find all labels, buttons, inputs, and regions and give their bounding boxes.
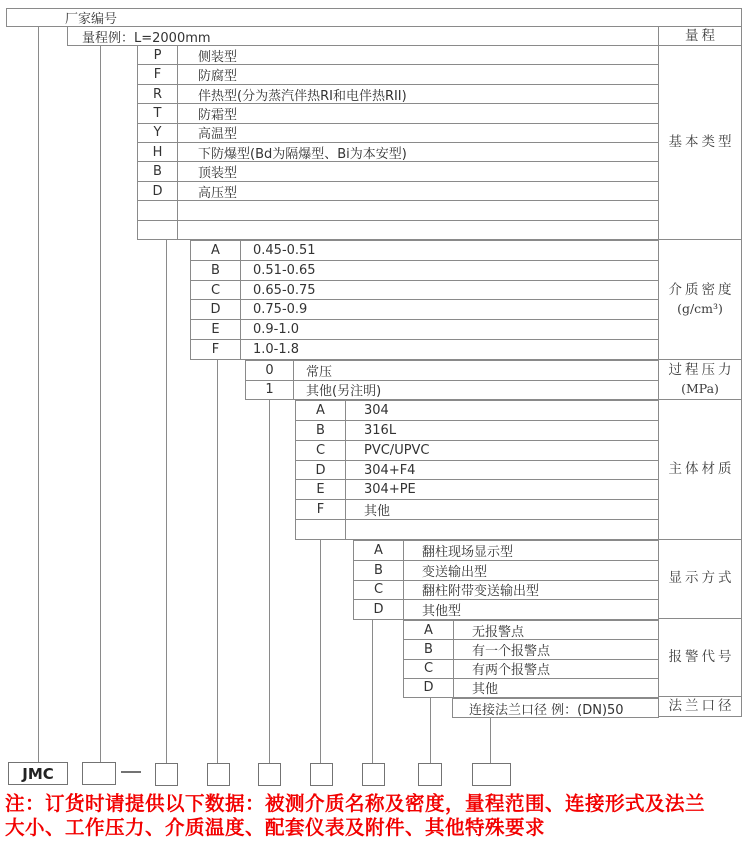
category-label-column: [658, 26, 742, 717]
table-row: [138, 200, 658, 219]
connector-process-pressure: [269, 400, 270, 763]
table-row: [138, 161, 658, 180]
code-cell: [138, 201, 178, 219]
desc-cell: 变送输出型: [422, 564, 488, 580]
block-display-mode: [353, 540, 659, 620]
table-row: [191, 319, 658, 339]
desc-cell: 翻柱附带变送输出型: [422, 584, 540, 600]
range-example-label: 量程例：L=2000mm: [82, 30, 211, 46]
code-cell: B: [296, 421, 346, 440]
table-row: [296, 479, 658, 499]
desc-cell: 侧装型: [198, 49, 238, 65]
factory-number-row: [6, 8, 742, 27]
category-label-process-pressure: [659, 360, 741, 400]
code-cell: A: [354, 541, 404, 560]
desc-cell: 304+F4: [364, 462, 416, 478]
table-row: [138, 181, 658, 200]
desc-cell: 防霜型: [198, 107, 238, 123]
desc-cell: PVC/UPVC: [364, 442, 430, 458]
table-row: [246, 380, 658, 400]
table-row: [354, 580, 658, 600]
category-label-flange-size: [659, 697, 741, 716]
category-label-text: 法兰口径: [668, 698, 735, 715]
desc-cell: 其他型: [422, 604, 462, 619]
desc-cell: 0.9-1.0: [253, 322, 300, 338]
code-cell: A: [404, 621, 454, 639]
model-code-box-range: [82, 762, 116, 785]
category-label-text: 基本类型: [668, 134, 735, 151]
category-label-unit: (g/cm³): [677, 301, 723, 317]
desc-cell: [178, 201, 658, 219]
category-label-text: 介质密度: [668, 282, 735, 299]
table-row: [296, 440, 658, 460]
block-process-pressure: [245, 360, 659, 400]
ordering-note-line1: 注：订货时请提供以下数据：被测介质名称及密度，量程范围、连接形式及法兰: [5, 792, 706, 815]
desc-cell: 下防爆型(Bd为隔爆型、Bi为本安型): [198, 146, 407, 162]
desc-cell: 304: [364, 402, 389, 418]
table-row: [246, 361, 658, 380]
table-row: [138, 103, 658, 122]
connector-flange-size: [490, 717, 491, 763]
desc-cell: 其他: [472, 682, 499, 697]
category-label-text: 报警代号: [668, 649, 735, 666]
desc-cell: 0.51-0.65: [253, 262, 316, 278]
category-label-alarm-code: [659, 619, 741, 697]
connector-range: [100, 45, 101, 762]
code-cell: 0: [246, 361, 294, 380]
desc-cell: 防腐型: [198, 69, 238, 84]
model-code-box-body-material: [310, 763, 333, 786]
desc-cell: 翻柱现场显示型: [422, 544, 514, 560]
factory-number-label: 厂家编号: [65, 12, 118, 27]
connector-factory-number: [38, 26, 39, 762]
category-label-text: 主体材质: [668, 460, 735, 477]
code-cell: F: [138, 65, 178, 83]
flange-size-row: [452, 698, 659, 718]
category-label-text: 显示方式: [668, 570, 735, 587]
desc-cell: [346, 520, 658, 539]
code-cell: D: [404, 679, 454, 697]
model-dash: [121, 771, 141, 773]
desc-cell: 316L: [364, 422, 397, 438]
table-row: [191, 280, 658, 300]
table-row: [138, 220, 658, 239]
table-row: [296, 499, 658, 519]
table-row: [404, 621, 658, 639]
connector-body-material: [320, 540, 321, 763]
block-medium-density: [190, 240, 659, 360]
model-code-box-basic-type: [155, 763, 178, 786]
code-cell: Y: [138, 124, 178, 142]
table-row: [404, 639, 658, 658]
code-cell: F: [296, 500, 346, 519]
model-code-box-alarm-code: [418, 763, 442, 786]
table-row: [354, 560, 658, 580]
range-example-row: [67, 26, 659, 46]
table-row: [354, 599, 658, 619]
code-cell: A: [296, 401, 346, 420]
desc-cell: 伴热型(分为蒸汽伴热RI和电伴热RII): [198, 88, 407, 104]
category-label-text: 量程: [685, 27, 718, 44]
connector-display-mode: [372, 620, 373, 763]
desc-cell: 常压: [306, 364, 333, 380]
model-prefix-box: [8, 762, 68, 785]
table-row: [354, 541, 658, 560]
connector-basic-type: [166, 240, 167, 763]
code-cell: C: [404, 660, 454, 678]
model-code-box-process-pressure: [258, 763, 281, 786]
desc-cell: 高温型: [198, 127, 238, 143]
table-row: [138, 142, 658, 161]
desc-cell: 1.0-1.8: [253, 342, 300, 358]
code-cell: D: [354, 600, 404, 619]
table-row: [191, 241, 658, 260]
desc-cell: 顶装型: [198, 166, 238, 181]
code-cell: E: [191, 320, 241, 339]
desc-cell: 无报警点: [472, 624, 525, 640]
table-row: [404, 659, 658, 678]
model-code-box-flange-size: [472, 763, 511, 786]
desc-cell: 304+PE: [364, 482, 416, 498]
connector-medium-density: [217, 360, 218, 763]
connector-alarm-code: [430, 698, 431, 763]
block-body-material: [295, 400, 659, 540]
code-cell: B: [138, 162, 178, 180]
code-cell: A: [191, 241, 241, 260]
code-cell: H: [138, 143, 178, 161]
desc-cell: 0.75-0.9: [253, 302, 308, 318]
desc-cell: 有一个报警点: [472, 643, 551, 659]
model-code-box-display-mode: [362, 763, 385, 786]
ordering-note: [5, 792, 747, 840]
code-cell: P: [138, 46, 178, 64]
code-cell: D: [191, 300, 241, 319]
model-code-box-medium-density: [207, 763, 230, 786]
desc-cell: 其他: [364, 504, 391, 520]
table-row: [138, 46, 658, 64]
code-cell: C: [354, 581, 404, 600]
code-cell: [296, 520, 346, 539]
ordering-note-line2: 大小、工作压力、介质温度、配套仪表及附件、其他特殊要求: [5, 816, 546, 839]
table-row: [296, 420, 658, 440]
code-cell: D: [296, 461, 346, 480]
code-cell: B: [404, 640, 454, 658]
category-label-unit: (MPa): [681, 381, 719, 397]
flange-size-text: 连接法兰口径 例：(DN)50: [469, 702, 624, 718]
table-row: [296, 519, 658, 539]
category-label-basic-type: [659, 46, 741, 240]
code-cell: 1: [246, 381, 294, 400]
desc-cell: 0.65-0.75: [253, 282, 316, 298]
desc-cell: 高压型: [198, 185, 238, 201]
code-cell: T: [138, 104, 178, 122]
desc-cell: [178, 221, 658, 239]
table-row: [138, 123, 658, 142]
desc-cell: 0.45-0.51: [253, 242, 316, 258]
code-cell: [138, 221, 178, 239]
table-row: [138, 84, 658, 103]
code-cell: E: [296, 480, 346, 499]
category-label-body-material: [659, 400, 741, 540]
code-cell: C: [191, 281, 241, 300]
table-row: [296, 460, 658, 480]
table-row: [138, 64, 658, 83]
block-basic-type: [137, 45, 659, 240]
table-row: [191, 339, 658, 359]
code-cell: C: [296, 441, 346, 460]
code-cell: R: [138, 85, 178, 103]
category-label-range: [659, 27, 741, 46]
code-cell: D: [138, 182, 178, 200]
code-cell: F: [191, 340, 241, 359]
block-alarm-code: [403, 620, 659, 698]
desc-cell: 有两个报警点: [472, 663, 551, 678]
category-label-medium-density: [659, 240, 741, 360]
desc-cell: 其他(另注明): [306, 384, 382, 399]
code-cell: B: [354, 561, 404, 580]
table-row: [191, 299, 658, 319]
category-label-display-mode: [659, 540, 741, 620]
table-row: [404, 678, 658, 697]
model-prefix-text: JMC: [22, 764, 54, 783]
table-row: [191, 260, 658, 280]
table-row: [296, 401, 658, 420]
category-label-text: 过程压力: [668, 362, 735, 379]
code-cell: B: [191, 261, 241, 280]
